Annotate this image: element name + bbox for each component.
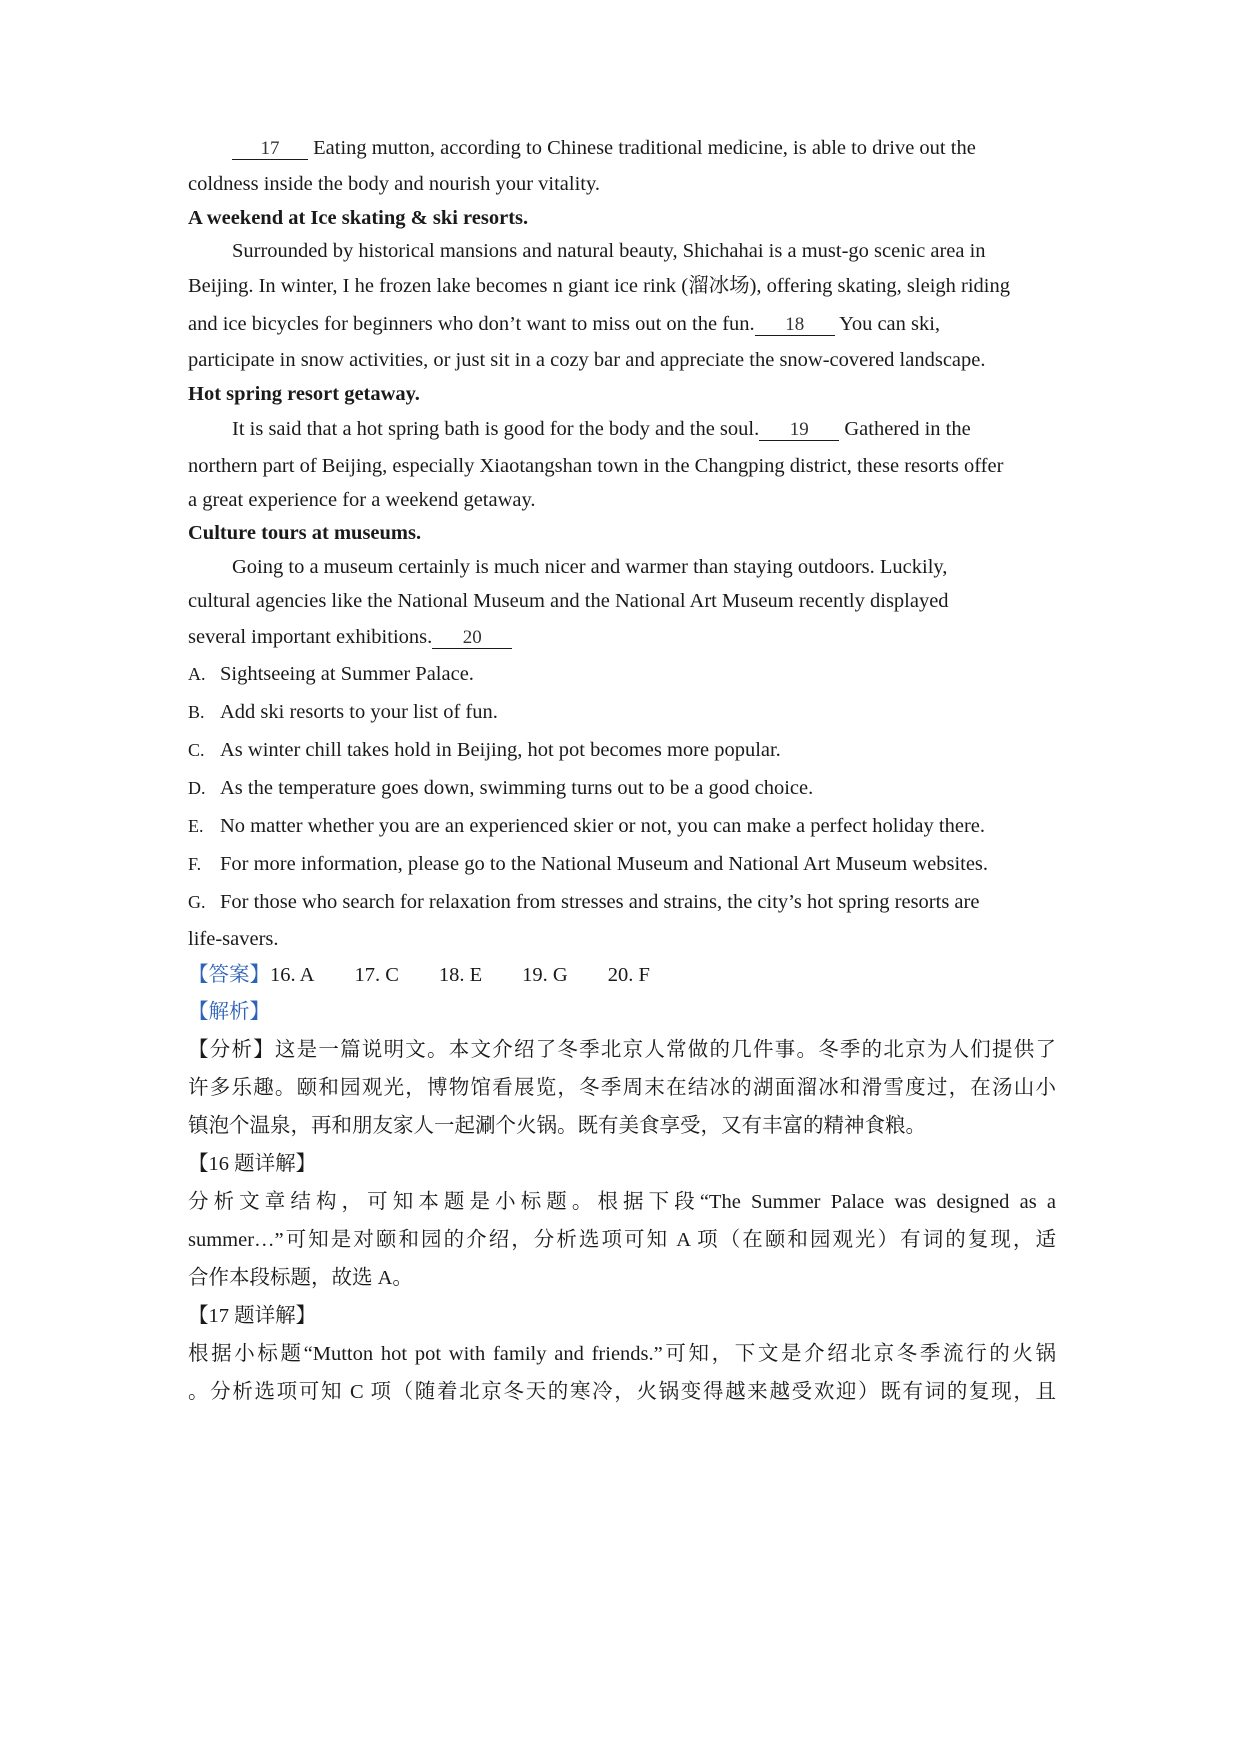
summary-line-3: 镇泡个温泉，再和朋友家人一起涮个火锅。既有美食享受，又有丰富的精神食粮。 [188, 1115, 926, 1137]
option-c[interactable] [188, 738, 781, 762]
option-b[interactable] [188, 700, 498, 724]
q16-line-3: 合作本段标题，故选 A。 [188, 1267, 413, 1289]
answer-item: 16. A [270, 964, 315, 986]
summary-text: 【分析】这是一篇说明文。本文介绍了冬季北京人常做的几件事。冬季的北京为人们提供了 [188, 1039, 1056, 1061]
option-text: As winter chill takes hold in Beijing, hot pot becomes more popular. [220, 739, 781, 761]
option-letter: G. [188, 892, 206, 912]
museum-paragraph-line-3 [188, 625, 512, 649]
q16-title: 【16 题详解】 [188, 1153, 317, 1175]
ice-paragraph-line-4: participate in snow activities, or just sit in a cozy bar and appreciate the snow-covered landscape. [188, 349, 986, 371]
answer-label: 【答案】 [188, 964, 270, 986]
q17-text: 根据小标题“Mutton hot pot with family and friends.”可知，下文是介绍北京冬季流行的火锅 [188, 1343, 1056, 1365]
summary-line-1 [188, 1038, 1056, 1062]
spring-paragraph-line-3: a great experience for a weekend getaway. [188, 489, 536, 511]
section-heading-spring: Hot spring resort getaway. [188, 383, 420, 405]
summary-line-2 [188, 1076, 1056, 1100]
paragraph-text: and ice bicycles for beginners who don’t want to miss out on the fun. [188, 313, 755, 335]
q16-text: summer…”可知是对颐和园的介绍，分析选项可知 A 项（在颐和园观光）有词的复现，适 [188, 1229, 1056, 1251]
answer-blank-20[interactable]: 20 [432, 628, 512, 649]
q16-line-2 [188, 1228, 1056, 1252]
option-text: As the temperature goes down, swimming turns out to be a good choice. [220, 777, 814, 799]
paragraph-17-line-2: coldness inside the body and nourish your vitality. [188, 173, 601, 195]
spring-paragraph-line-1 [232, 417, 971, 441]
option-text: For those who search for relaxation from stresses and strains, the city’s hot spring resorts are [220, 891, 980, 913]
answer-blank-18[interactable]: 18 [755, 315, 835, 336]
option-text: Sightseeing at Summer Palace. [220, 663, 474, 685]
summary-text: 许多乐趣。颐和园观光，博物馆看展览，冬季周末在结冰的湖面溜冰和滑雪度过，在汤山小 [188, 1077, 1056, 1099]
ice-paragraph-line-3 [188, 312, 940, 336]
paragraph-text: You can ski, [839, 313, 941, 335]
museum-paragraph-line-1: Going to a museum certainly is much nicer and warmer than staying outdoors. Luckily, [232, 556, 948, 578]
answer-item: 20. F [607, 964, 650, 986]
option-d[interactable] [188, 776, 813, 800]
option-f[interactable] [188, 852, 988, 876]
section-heading-museum: Culture tours at museums. [188, 522, 422, 544]
paragraph-text: It is said that a hot spring bath is good for the body and the soul. [232, 418, 760, 440]
option-a[interactable] [188, 662, 474, 686]
option-e[interactable] [188, 814, 985, 838]
answer-key [188, 963, 690, 987]
option-letter: F. [188, 854, 202, 874]
ice-paragraph-line-1: Surrounded by historical mansions and natural beauty, Shichahai is a must-go scenic area in [232, 240, 986, 262]
paragraph-text: Gathered in the [844, 418, 971, 440]
answer-item: 19. G [522, 964, 568, 986]
analysis-label: 【解析】 [188, 1001, 270, 1023]
option-letter: B. [188, 702, 205, 722]
paragraph-17-line-1 [232, 136, 976, 160]
option-text: For more information, please go to the National Museum and National Art Museum websites. [220, 853, 989, 875]
option-letter: C. [188, 740, 205, 760]
q17-title: 【17 题详解】 [188, 1305, 317, 1327]
section-heading-ice: A weekend at Ice skating & ski resorts. [188, 207, 529, 229]
answer-blank-19[interactable]: 19 [759, 420, 839, 441]
option-letter: E. [188, 816, 204, 836]
q16-line-1 [188, 1190, 1056, 1214]
option-letter: A. [188, 664, 206, 684]
q17-line-2 [188, 1380, 1056, 1404]
answer-item: 18. E [438, 964, 483, 986]
answer-blank-17[interactable]: 17 [232, 139, 308, 160]
q17-text: 。分析选项可知 C 项（随着北京冬天的寒冷，火锅变得越来越受欢迎）既有词的复现，且 [188, 1381, 1056, 1403]
museum-paragraph-line-2: cultural agencies like the National Museum and the National Art Museum recently displayed [188, 590, 949, 612]
paragraph-text: Eating mutton, according to Chinese traditional medicine, is able to drive out the [313, 137, 976, 159]
option-g-continued: life-savers. [188, 928, 279, 950]
ice-paragraph-line-2: Beijing. In winter, I he frozen lake becomes n giant ice rink (溜冰场), offering skating, sleigh riding [188, 275, 1010, 297]
option-letter: D. [188, 778, 206, 798]
paragraph-text: several important exhibitions. [188, 626, 433, 648]
answer-item: 17. C [354, 964, 399, 986]
option-text: Add ski resorts to your list of fun. [220, 701, 498, 723]
option-g[interactable] [188, 890, 979, 914]
q16-text: 分析文章结构，可知本题是小标题。根据下段“The Summer Palace was designed as a [188, 1191, 1056, 1213]
option-text: No matter whether you are an experienced skier or not, you can make a perfect holiday there. [220, 815, 985, 837]
spring-paragraph-line-2: northern part of Beijing, especially Xiaotangshan town in the Changping district, these resorts offer [188, 455, 1004, 477]
q17-line-1 [188, 1342, 1056, 1366]
